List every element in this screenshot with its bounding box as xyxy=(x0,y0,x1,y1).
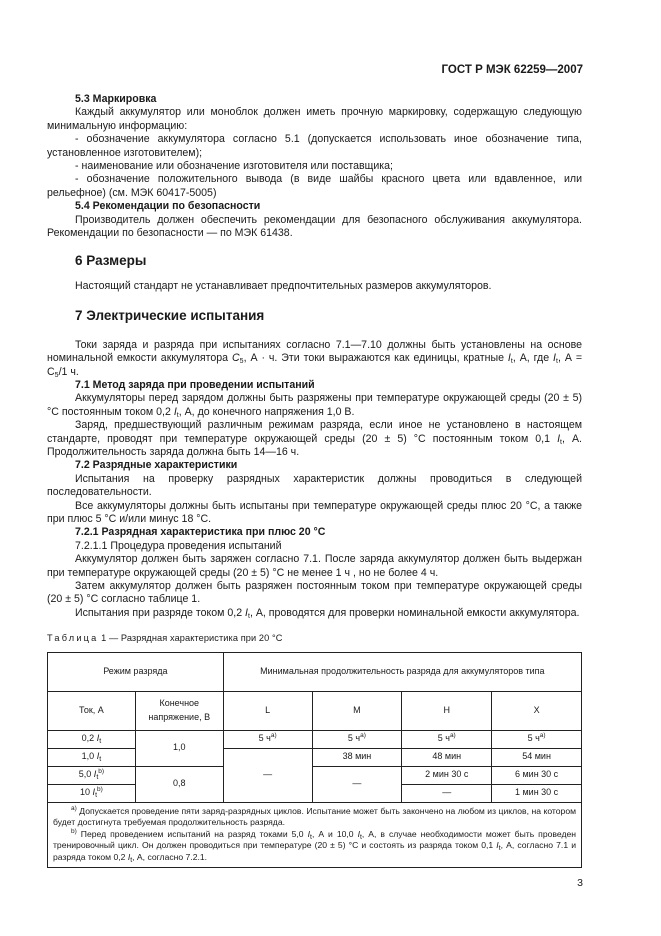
table-footnotes xyxy=(48,802,582,867)
section-7-2-1-title: 7.2.1 Разрядная характеристика при плюс 20 °С xyxy=(75,526,326,539)
cell-m: 38 мин xyxy=(312,748,402,766)
page-number: 3 xyxy=(577,877,583,889)
cell-current: 5,0 $I_t^{b)}$ xyxy=(48,766,136,784)
header-type-h: H xyxy=(402,691,492,730)
footnote-b: $^{b)}$ Перед проведением испытаний на разряд токами 5,0 $I_t$, А и 10,0 $I_t$, А, в случае необходимости может быть проведен тренировочный цикл. Он должен проводиться при температуре (20 ± 5) °С и состоять из разряда током 0,1 $I_t$, А, согласно 7.1 и разряда током 0,2 $I_t$, А, согласно 7.2.1. xyxy=(53,827,576,864)
list-item: - обозначение положительного вывода (в виде шайбы красного цвета или вдавленное, или рельефное) (см. МЭК 60417-5005) xyxy=(47,173,582,199)
section-7-2-1-1-title: 7.2.1.1 Процедура проведения испытаний xyxy=(75,539,282,552)
section-7-1-paragraph: Аккумуляторы перед зарядом должны быть разряжены при температуре окружающей среды (20 ± 5) °С постоянным током 0,2 $I_t$, А, до конечного напряжения 1,0 В. xyxy=(47,392,582,419)
footnote-a: $^{a)}$ Допускается проведение пяти заряд-разрядных циклов. Испытание может быть закончено на любом из циклов, на котором будет достигнута требуемая продолжительность разряда. xyxy=(53,804,577,828)
document-code: ГОСТ Р МЭК 62259—2007 xyxy=(441,64,583,76)
cell-h: — xyxy=(402,784,492,802)
cell-x: 54 мин xyxy=(492,748,582,766)
cell-voltage: 0,8 xyxy=(135,766,223,802)
section-7-title: 7 Электрические испытания xyxy=(75,308,265,324)
table-caption: Таблица 1 — Разрядная характеристика при 20 °С xyxy=(47,633,283,644)
table-header-row xyxy=(48,652,582,691)
cell-current: 0,2 $I_t$ xyxy=(48,730,136,748)
section-7-2-paragraph: Все аккумуляторы должны быть испытаны при температуре окружающей среды плюс 20 °С, а также при плюс 5 °С и/или минус 18 °С. xyxy=(47,499,582,525)
cell-l: 5 $ч^{a)}$ xyxy=(223,730,312,748)
section-7-1-title: 7.1 Метод заряда при проведении испытаний xyxy=(75,378,315,391)
cell-x: 6 мин 30 с xyxy=(492,766,582,784)
section-5-4-title: 5.4 Рекомендации по безопасности xyxy=(75,200,261,213)
section-7-paragraph: Токи заряда и разряда при испытаниях согласно 7.1—7.10 должны быть установлены на основе номинальной емкости аккумулятора $C_5$, А · ч. Эти токи выражаются как единицы, кратные $I_t$, А, где $I_t$, $А = C_5/1$ ч. xyxy=(47,338,583,379)
cell-current: 1,0 $I_t$ xyxy=(48,748,136,766)
header-type-m: M xyxy=(312,691,402,730)
cell-l: — xyxy=(223,748,312,802)
cell-h: 48 мин xyxy=(402,748,492,766)
section-7-2-1-paragraph: Испытания при разряде током 0,2 $I_t$, А, проводятся для проверки номинальной емкости аккумулятора. xyxy=(75,606,580,620)
header-type-x: X xyxy=(492,691,582,730)
cell-m: — xyxy=(312,766,402,802)
section-7-1-paragraph: Заряд, предшествующий различным режимам разряда, если иное не установлено в настоящем стандарте, проводят при температуре окружающей среды (20 ± 5) °С постоянным током 0,1 $I_t$, А. Продолжительность заряда должна быть 14—16 ч. xyxy=(47,419,582,458)
table-row xyxy=(48,748,582,766)
cell-x: 5 $ч^{a)}$ xyxy=(492,730,582,748)
table-footnotes-row xyxy=(48,802,582,867)
header-current: Ток, А xyxy=(48,691,136,730)
section-5-3-paragraph: Каждый аккумулятор или моноблок должен иметь прочную маркировку, содержащую следующую минимальную информацию: xyxy=(47,106,582,132)
section-7-2-paragraph: Испытания на проверку разрядных характеристик должны проводиться в следующей последовательности. xyxy=(47,472,582,499)
section-5-3-title: 5.3 Маркировка xyxy=(75,93,157,105)
header-min-duration: Минимальная продолжительность разряда для аккумуляторов типа xyxy=(223,652,581,691)
cell-x: 1 мин 30 с xyxy=(492,784,582,802)
section-6-title: 6 Размеры xyxy=(75,253,147,269)
cell-m: 5 $ч^{a)}$ xyxy=(312,730,402,748)
cell-voltage: 1,0 xyxy=(135,730,223,766)
document-body xyxy=(47,93,582,868)
cell-h: 2 мин 30 с xyxy=(402,766,492,784)
list-item: - обозначение аккумулятора согласно 5.1 (допускается использовать иное обозначение типа, установленное изготовителем); xyxy=(47,133,582,159)
list-item: - наименование или обозначение изготовителя или поставщика; xyxy=(75,160,393,173)
table-row xyxy=(48,730,582,748)
discharge-table xyxy=(47,652,582,868)
section-7-2-1-paragraph: Аккумулятор должен быть заряжен согласно 7.1. После заряда аккумулятор должен быть выдержан при температуре окружающей среды (20 ± 5) °С не менее 1 ч , но не более 4 ч. xyxy=(47,553,582,579)
table-row xyxy=(48,766,582,784)
table-header-row xyxy=(48,691,582,730)
cell-current: 10 $I_t^{b)}$ xyxy=(48,784,136,802)
cell-h: 5 $ч^{a)}$ xyxy=(402,730,492,748)
section-7-2-title: 7.2 Разрядные характеристики xyxy=(75,459,238,472)
section-7-2-1-paragraph: Затем аккумулятор должен быть разряжен постоянным током при температуре окружающей среды (20 ± 5) °С согласно таблице 1. xyxy=(47,580,582,606)
header-type-l: L xyxy=(223,691,312,730)
section-6-paragraph: Настоящий стандарт не устанавливает предпочтительных размеров аккумуляторов. xyxy=(75,279,492,292)
section-5-4-paragraph: Производитель должен обеспечить рекомендации для безопасного обслуживания аккумулятора. Рекомендации по безопасности — по МЭК 61438. xyxy=(47,213,582,240)
header-discharge-mode: Режим разряда xyxy=(48,652,224,691)
header-end-voltage: Конечное напряжение, В xyxy=(135,691,223,730)
